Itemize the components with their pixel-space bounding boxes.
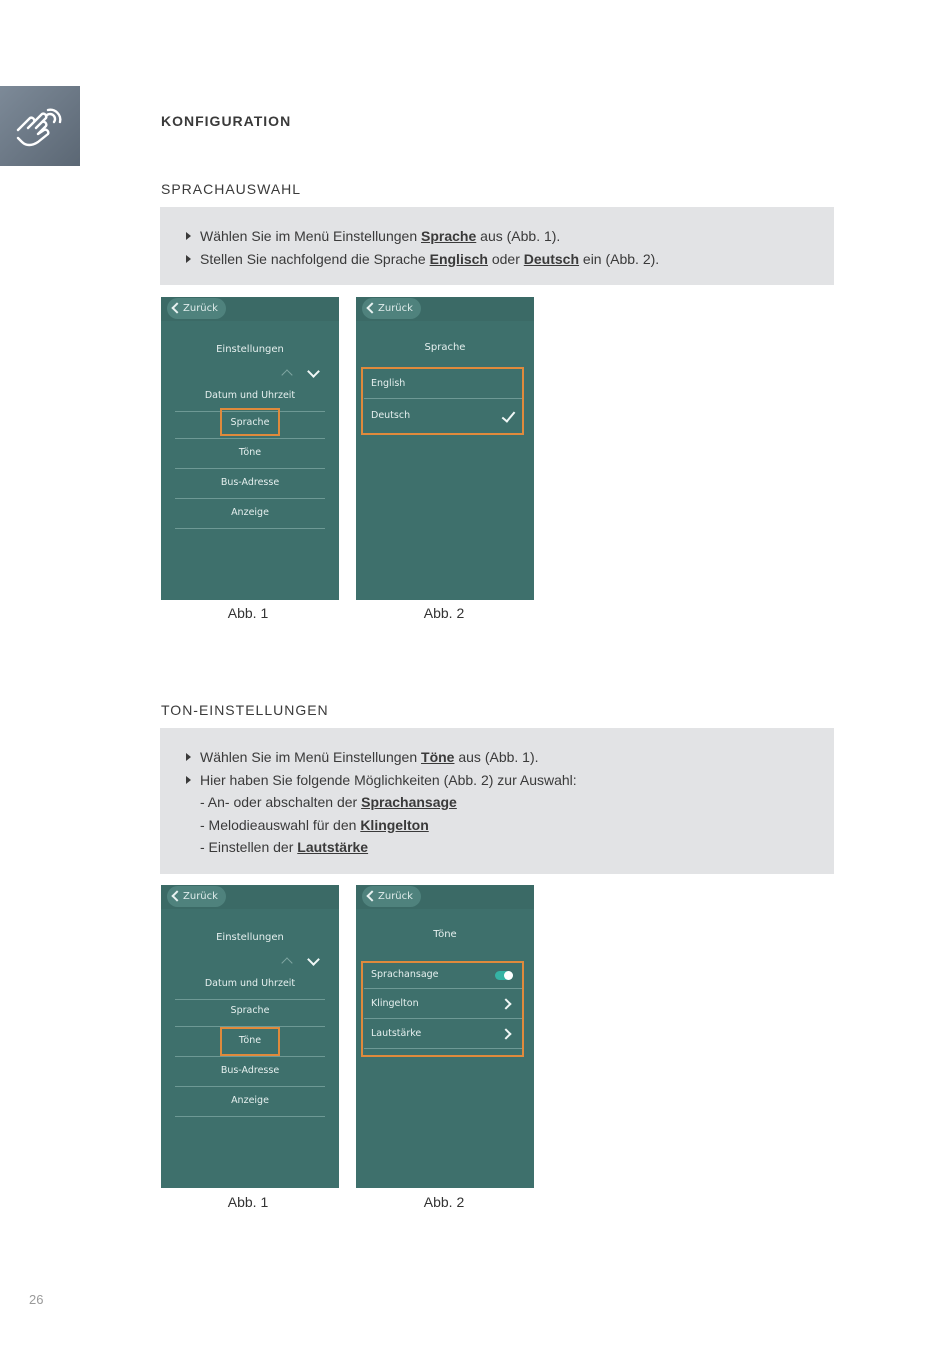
highlight-box	[361, 367, 524, 435]
bullet-arrow-icon	[186, 232, 191, 240]
back-button: Zurück	[167, 298, 226, 319]
keyword-toene: Töne	[421, 749, 455, 765]
menu-item: Datum und Uhrzeit	[175, 381, 325, 412]
instruction-text: - Einstellen der	[200, 839, 294, 855]
sound-option-label: Klingelton	[371, 998, 419, 1009]
bullet-arrow-icon	[186, 255, 191, 263]
screen-title: Töne	[433, 929, 457, 940]
instruction-text: oder	[491, 250, 520, 267]
screen-header	[161, 885, 339, 909]
instruction-text: Hier haben Sie folgende Möglichkeiten (Abb. 2) zur Auswahl:	[200, 771, 577, 788]
screenshot-sound-menu	[356, 885, 534, 1188]
instruction-line	[186, 248, 814, 271]
screen-header	[161, 297, 339, 321]
keyword-sprachansage: Sprachansage	[361, 794, 457, 810]
instruction-line	[186, 225, 814, 248]
instruction-text: Wählen Sie im Menü Einstellungen	[200, 228, 418, 244]
section-title-ton-einstellungen: TON-EINSTELLUNGEN	[161, 702, 329, 718]
chevron-up-icon	[281, 369, 292, 380]
instruction-text: Stellen Sie nachfolgend die Sprache	[200, 250, 426, 267]
chevron-down-icon	[307, 365, 320, 378]
menu-item: Sprache	[175, 996, 325, 1027]
screenshot-language-menu	[356, 297, 534, 600]
chevron-up-icon	[281, 957, 292, 968]
keyword-englisch: Englisch	[429, 250, 488, 267]
instruction-line	[186, 746, 814, 769]
highlight-box	[220, 1027, 280, 1056]
menu-item: Töne	[175, 438, 325, 469]
back-button: Zurück	[362, 886, 421, 907]
instruction-text: aus (Abb. 1).	[480, 228, 561, 244]
instruction-sub-line	[186, 791, 814, 814]
instruction-box-toene	[160, 728, 834, 874]
menu-item: Bus-Adresse	[175, 468, 325, 499]
page-title: KONFIGURATION	[161, 113, 292, 129]
figure-caption: Abb. 2	[423, 1194, 465, 1210]
back-button: Zurück	[167, 886, 226, 907]
keyword-deutsch: Deutsch	[523, 250, 580, 267]
menu-item: Töne	[175, 1026, 325, 1057]
keyword-klingelton: Klingelton	[360, 816, 429, 833]
screen-header	[356, 297, 534, 321]
figure-caption: Abb. 1	[227, 605, 269, 621]
menu-item: Anzeige	[175, 1086, 325, 1117]
figure-caption: Abb. 2	[423, 605, 465, 621]
keyword-lautstaerke: Lautstärke	[297, 839, 369, 855]
highlight-box	[361, 961, 524, 1057]
screenshot-settings-menu	[161, 297, 339, 600]
screen-title: Sprache	[424, 342, 466, 353]
screen-title: Einstellungen	[216, 344, 284, 355]
section-title-sprachauswahl: SPRACHAUSWAHL	[161, 181, 302, 197]
screen-title: Einstellungen	[216, 932, 284, 943]
language-option: English	[364, 368, 522, 399]
chevron-down-icon	[307, 953, 320, 966]
keyword-sprache: Sprache	[421, 228, 477, 244]
instruction-text: Wählen Sie im Menü Einstellungen	[200, 749, 418, 765]
bullet-arrow-icon	[186, 776, 191, 784]
sound-option-label: Sprachansage	[371, 969, 439, 980]
instruction-text: - An- oder abschalten der	[200, 794, 358, 810]
menu-item: Anzeige	[175, 498, 325, 529]
hand-touch-icon	[12, 104, 68, 148]
highlight-box	[220, 408, 280, 436]
menu-item: Datum und Uhrzeit	[175, 969, 325, 1000]
page-number: 26	[29, 1292, 44, 1307]
instruction-box-sprache	[160, 207, 834, 285]
menu-item: Bus-Adresse	[175, 1056, 325, 1087]
language-option-label: Deutsch	[371, 410, 411, 421]
instruction-line	[186, 769, 814, 792]
chapter-tab	[0, 86, 80, 166]
menu-item: Sprache	[175, 408, 325, 439]
instruction-text: ein (Abb. 2).	[582, 250, 660, 267]
instruction-text: aus (Abb. 1).	[458, 749, 539, 765]
instruction-sub-line	[186, 836, 814, 859]
sound-option-label: Lautstärke	[371, 1028, 422, 1039]
screenshot-settings-menu-toene	[161, 885, 339, 1188]
bullet-arrow-icon	[186, 753, 191, 761]
screen-header	[356, 885, 534, 909]
instruction-sub-line	[186, 814, 814, 837]
figure-caption: Abb. 1	[227, 1194, 269, 1210]
back-button: Zurück	[362, 298, 421, 319]
instruction-text: - Melodieauswahl für den	[200, 816, 357, 833]
